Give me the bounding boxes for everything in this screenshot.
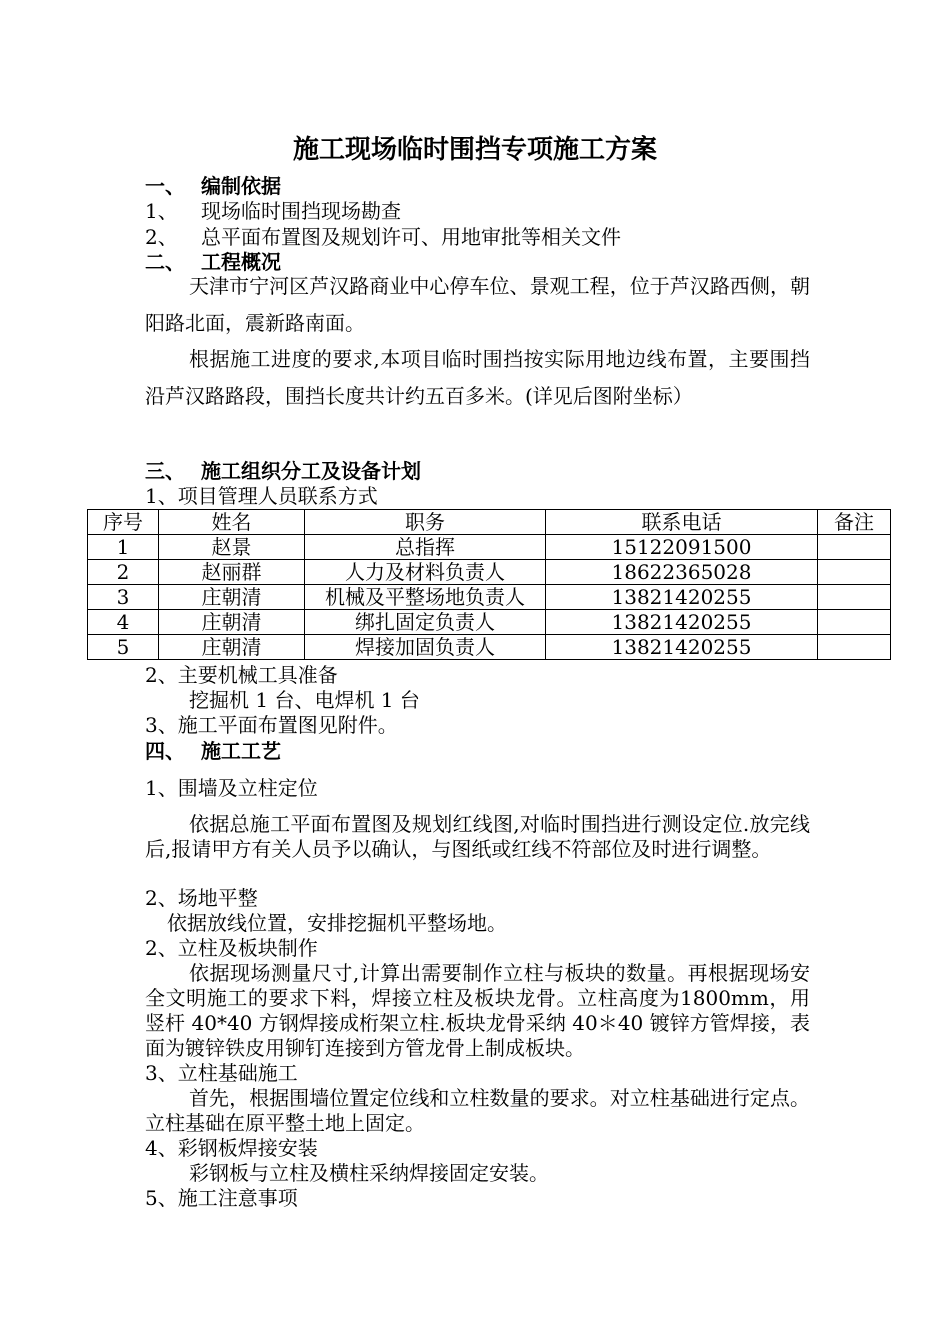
- table-cell: [818, 635, 891, 660]
- process-step-4-heading: 3、立柱基础施工: [145, 1061, 298, 1085]
- section-4-number: 四、: [145, 739, 185, 763]
- table-row: [88, 610, 891, 635]
- table-cell: 赵景: [159, 535, 305, 560]
- table-cell: 5: [88, 635, 159, 660]
- process-step-3-text: 依据现场测量尺寸,计算出需要制作立柱与板块的数量。再根据现场安全文明施工的要求下料，焊接立柱及板块龙骨。立柱高度为1800mm，用竖杆 40*40 方钢焊接成桁架立柱.板块龙骨采纳 40＊40 镀锌方管焊接，表面为镀锌铁皮用铆钉连接到方管龙骨上制成板块。: [145, 961, 810, 1060]
- header-cell: 姓名: [159, 510, 305, 535]
- table-cell: 13821420255: [546, 585, 818, 610]
- table-cell: [818, 535, 891, 560]
- section-3-heading: [145, 459, 815, 483]
- table-cell: [818, 560, 891, 585]
- section-1-heading: [145, 174, 815, 198]
- table-row: [88, 635, 891, 660]
- table-cell: 人力及材料负责人: [305, 560, 546, 585]
- table-cell: 15122091500: [546, 535, 818, 560]
- section-3-title: 施工组织分工及设备计划: [201, 459, 421, 483]
- equipment-text: 挖掘机 1 台、电焊机 1 台: [189, 688, 420, 712]
- process-step-4-text: 首先，根据围墙位置定位线和立柱数量的要求。对立柱基础进行定点。立柱基础在原平整土地上固定。: [145, 1086, 810, 1135]
- section-1-title: 编制依据: [201, 174, 281, 198]
- process-step-3-heading: 2、立柱及板块制作: [145, 936, 318, 960]
- section-4-heading: [145, 739, 815, 763]
- process-step-1-text: 依据总施工平面布置图及规划红线图,对临时围挡进行测设定位.放完线后,报请甲方有关人员予以确认，与图纸或红线不符部位及时进行调整。: [145, 812, 810, 861]
- section-1-item-2: [145, 225, 815, 249]
- contacts-subheading: 1、项目管理人员联系方式: [145, 484, 378, 508]
- section-4-title: 施工工艺: [201, 739, 281, 763]
- section-1-number: 一、: [145, 174, 185, 198]
- header-cell: 联系电话: [546, 510, 818, 535]
- table-cell: 庄朝清: [159, 610, 305, 635]
- item-text: 总平面布置图及规划许可、用地审批等相关文件: [201, 225, 621, 249]
- table-cell: 焊接加固负责人: [305, 635, 546, 660]
- table-cell: [818, 610, 891, 635]
- header-cell: 职务: [305, 510, 546, 535]
- table-cell: 13821420255: [546, 635, 818, 660]
- table-cell: 绑扎固定负责人: [305, 610, 546, 635]
- table-row: [88, 535, 891, 560]
- table-row: [88, 560, 891, 585]
- overview-paragraph-2: 根据施工进度的要求,本项目临时围挡按实际用地边线布置，主要围挡沿芦汉路路段，围挡长度共计约五百多米。(详见后图附坐标）: [145, 347, 810, 408]
- section-1-item-1: [145, 199, 815, 223]
- table-cell: 2: [88, 560, 159, 585]
- process-step-5-text: 彩钢板与立柱及横柱采纳焊接固定安装。: [189, 1161, 549, 1185]
- process-step-1-heading: 1、围墙及立柱定位: [145, 776, 318, 800]
- table-cell: 赵丽群: [159, 560, 305, 585]
- item-number: 2、: [145, 225, 178, 249]
- header-cell: 序号: [88, 510, 159, 535]
- table-row: [88, 585, 891, 610]
- table-cell: 庄朝清: [159, 585, 305, 610]
- header-cell: 备注: [818, 510, 891, 535]
- section-3-number: 三、: [145, 459, 185, 483]
- process-step-5-heading: 4、彩钢板焊接安装: [145, 1136, 318, 1160]
- table-cell: 4: [88, 610, 159, 635]
- item-number: 1、: [145, 199, 178, 223]
- table-cell: 总指挥: [305, 535, 546, 560]
- table-cell: [818, 585, 891, 610]
- section-2-number: 二、: [145, 250, 185, 274]
- table-cell: 13821420255: [546, 610, 818, 635]
- table-cell: 机械及平整场地负责人: [305, 585, 546, 610]
- table-cell: 18622365028: [546, 560, 818, 585]
- layout-subheading: 3、施工平面布置图见附件。: [145, 713, 398, 737]
- document-title: 施工现场临时围挡专项施工方案: [292, 135, 657, 165]
- process-step-2-text: 依据放线位置，安排挖掘机平整场地。: [167, 911, 507, 935]
- contacts-table: [87, 509, 891, 660]
- section-2-title: 工程概况: [201, 250, 281, 274]
- table-header-row: [88, 510, 891, 535]
- table-cell: 庄朝清: [159, 635, 305, 660]
- equipment-subheading: 2、主要机械工具准备: [145, 663, 338, 687]
- table-cell: 1: [88, 535, 159, 560]
- item-text: 现场临时围挡现场勘查: [201, 199, 401, 223]
- process-step-2-heading: 2、场地平整: [145, 886, 258, 910]
- table-cell: 3: [88, 585, 159, 610]
- process-step-6-heading: 5、施工注意事项: [145, 1186, 298, 1210]
- overview-paragraph-1: 天津市宁河区芦汉路商业中心停车位、景观工程，位于芦汉路西侧，朝阳路北面，震新路南面。: [145, 274, 810, 335]
